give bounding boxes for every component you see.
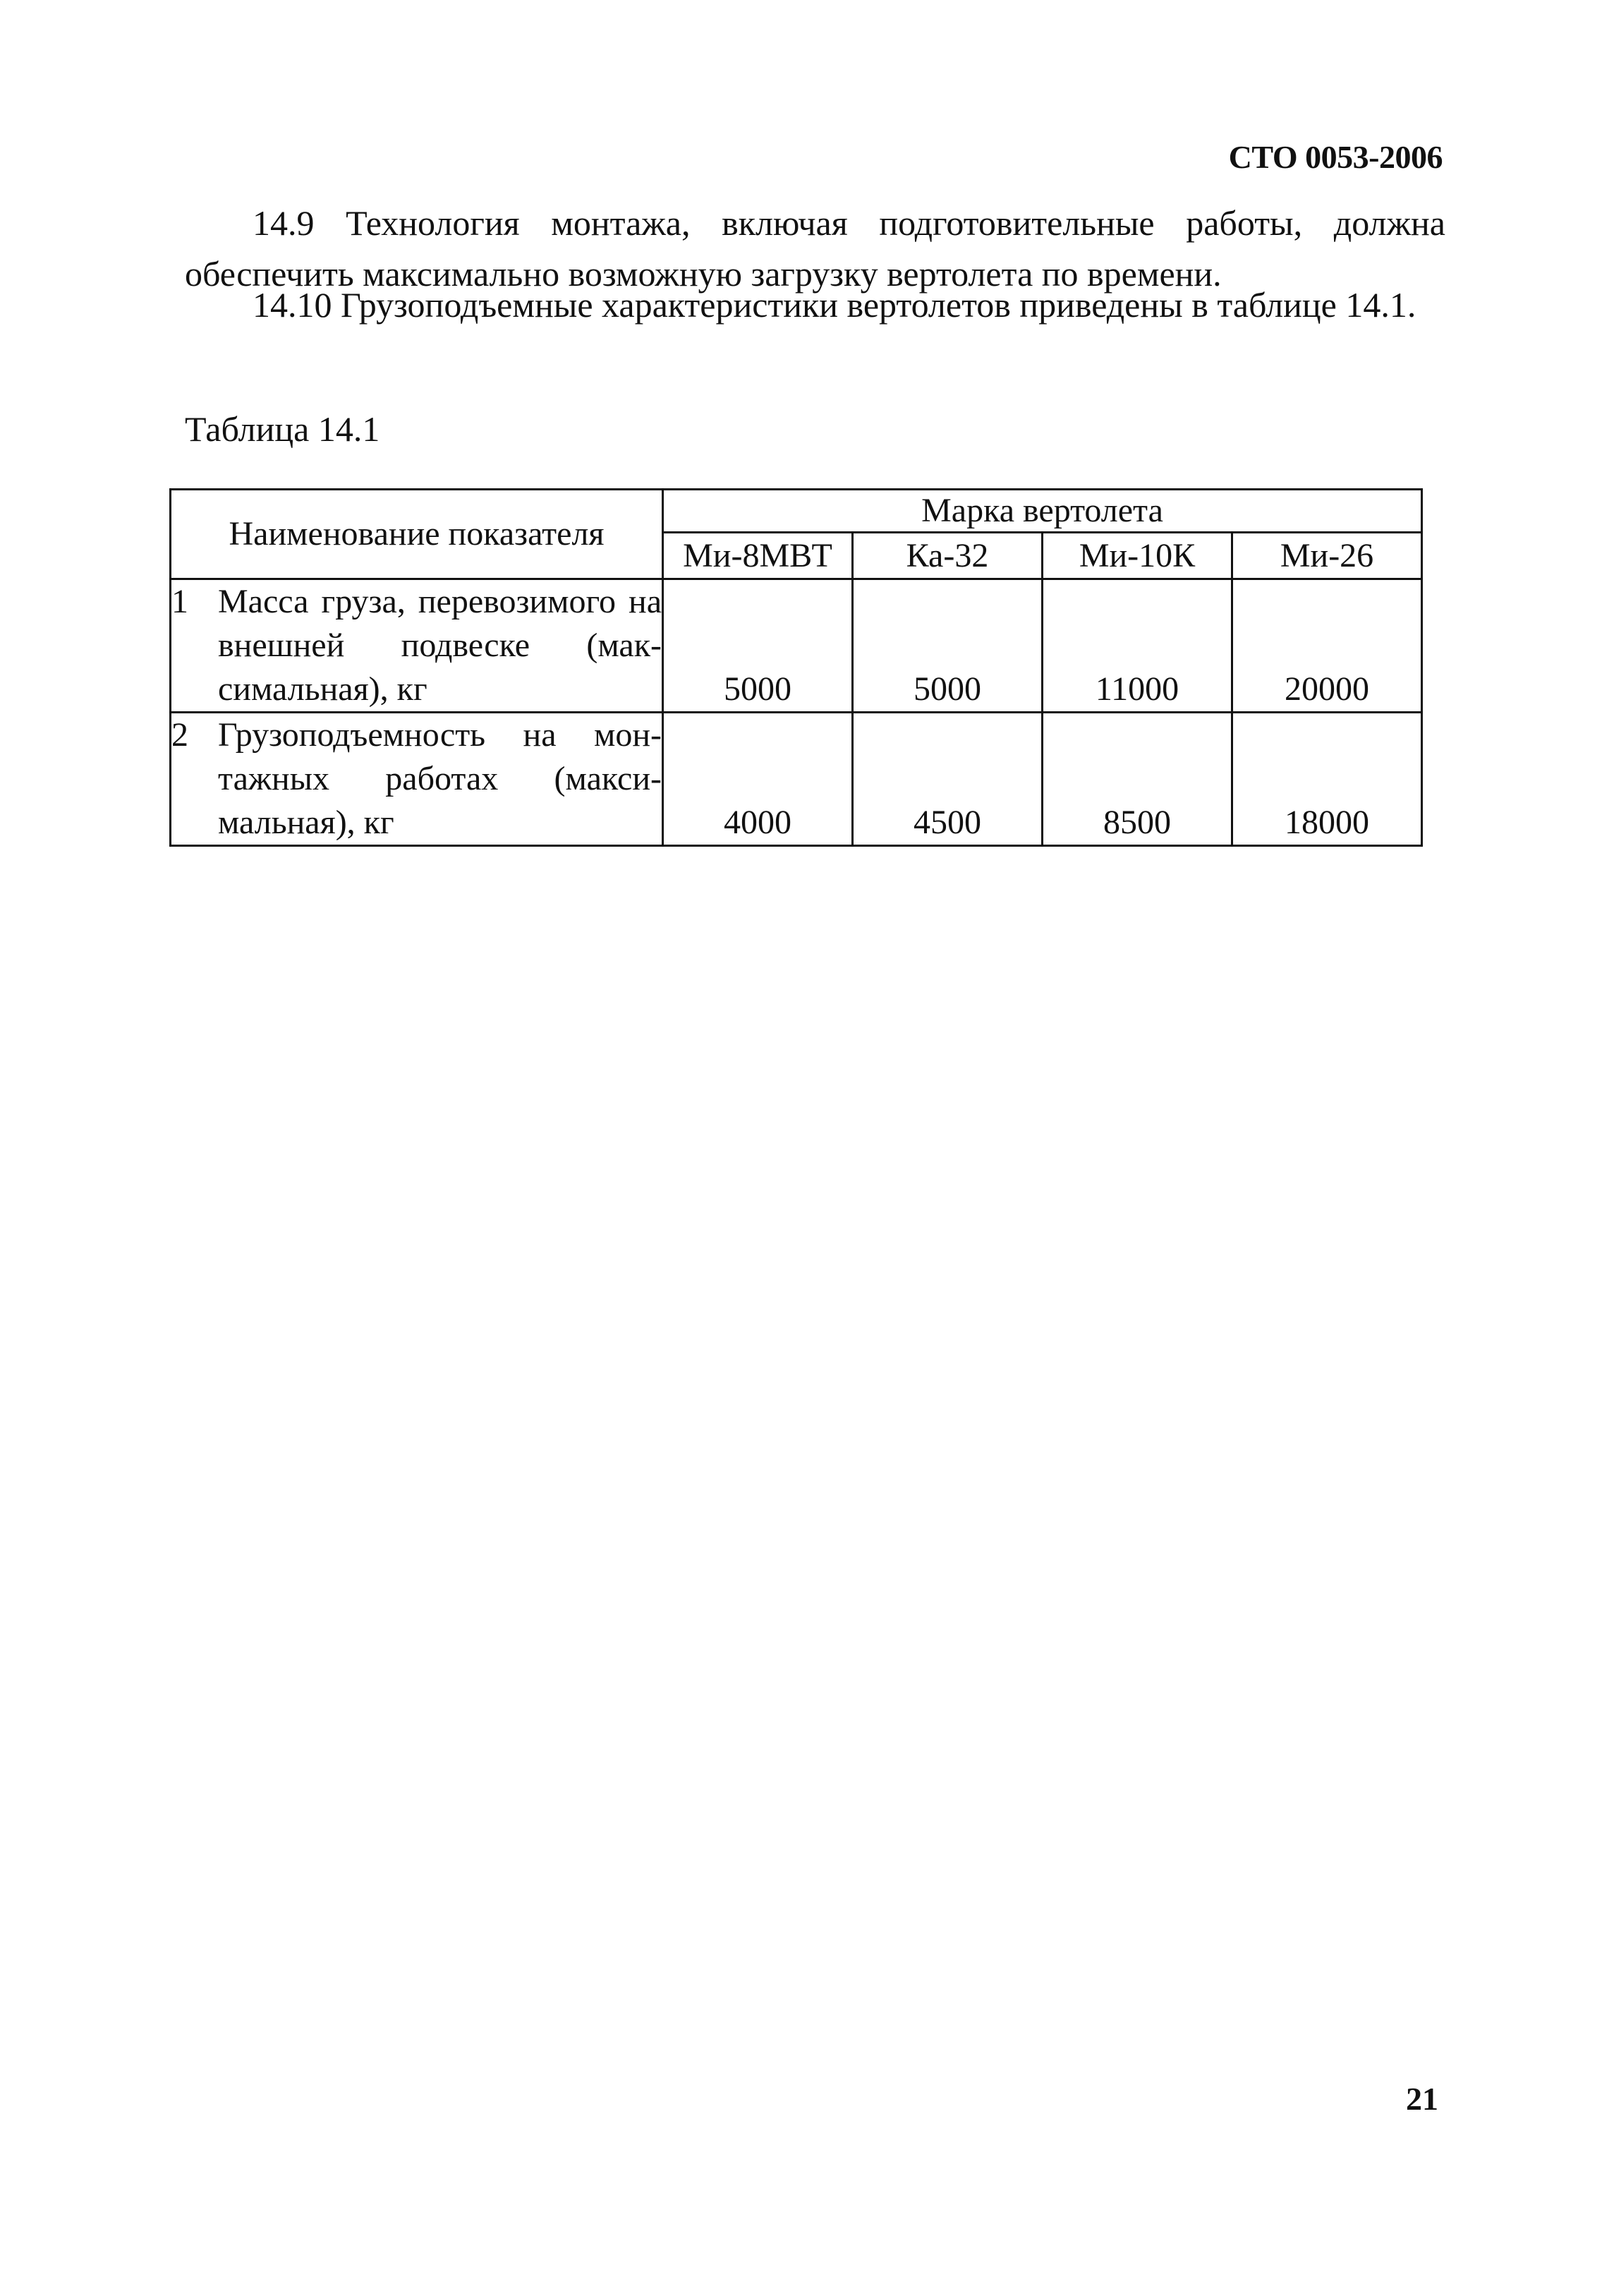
- row-value: 5000: [663, 579, 853, 713]
- row-name-cell: [171, 713, 663, 846]
- table-title: Таблица 14.1: [185, 409, 380, 449]
- header-model: Ми-26: [1232, 533, 1422, 579]
- paragraph-14-10: [185, 279, 1445, 330]
- row-value: 8500: [1043, 713, 1232, 846]
- table-header-row: [171, 490, 1422, 533]
- page-number: 21: [1406, 2081, 1438, 2117]
- paragraph-text: 14.9 Технология монтажа, включая подготовительные работы, должна обеспечить максимально возможную загрузку вертолета по времени.: [185, 203, 1445, 294]
- row-value: 4000: [663, 713, 853, 846]
- row-name-cell: [171, 579, 663, 713]
- helicopter-lifting-table: [169, 488, 1423, 847]
- row-number: 2: [171, 716, 188, 754]
- row-value: 5000: [853, 579, 1043, 713]
- document-code: СТО 0053-2006: [1228, 139, 1443, 175]
- row-value: 11000: [1043, 579, 1232, 713]
- header-model: Ми-10К: [1043, 533, 1232, 579]
- header-model: Ка-32: [853, 533, 1043, 579]
- header-indicator-name: Наименование показателя: [171, 490, 663, 579]
- table-row: [171, 713, 1422, 846]
- header-helicopter-brand: Марка вертолета: [663, 490, 1422, 533]
- row-value: 4500: [853, 713, 1043, 846]
- table-row: [171, 579, 1422, 713]
- row-value: 18000: [1232, 713, 1422, 846]
- row-name: Грузоподъемность на монтажных работах (максимальная), кг: [218, 716, 662, 841]
- row-number: 1: [171, 583, 188, 620]
- row-name: Масса груза, перевозимого на внешней подвеске (максимальная), кг: [218, 583, 662, 708]
- paragraph-text: 14.10 Грузоподъемные характеристики вертолетов приведены в таблице 14.1.: [253, 285, 1416, 325]
- row-value: 20000: [1232, 579, 1422, 713]
- header-model: Ми-8МВТ: [663, 533, 853, 579]
